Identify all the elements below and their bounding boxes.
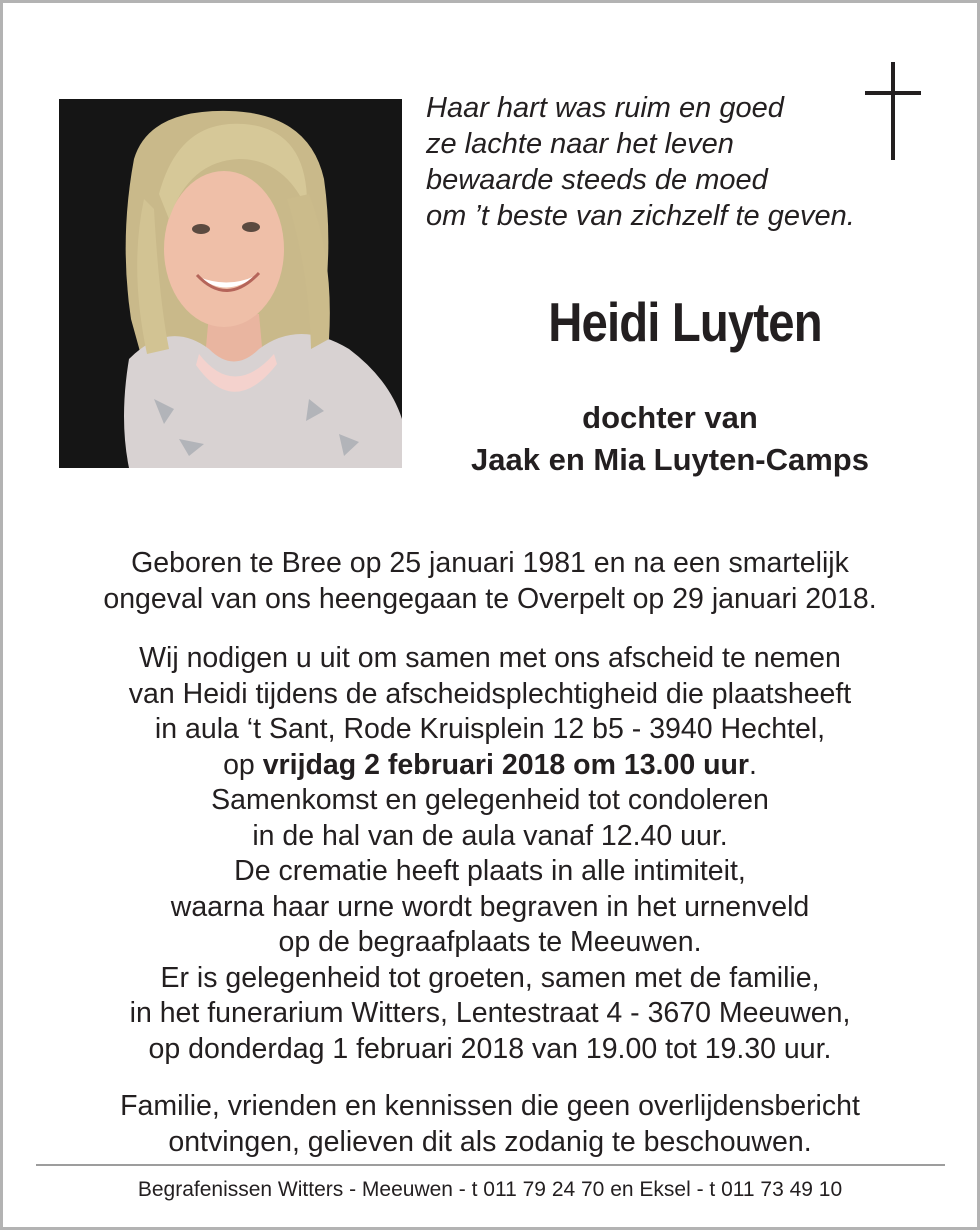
divider bbox=[36, 1164, 945, 1166]
text-line: waarna haar urne wordt begraven in het urnenveld bbox=[170, 890, 810, 923]
relation-label: dochter van bbox=[582, 400, 758, 435]
text-line: in het funerarium Witters, Lentestraat 4 - 3670 Meeuwen, bbox=[129, 997, 851, 1029]
closing-paragraph bbox=[20, 1089, 960, 1160]
text-line: Samenkomst en gelegenheid tot condoleren bbox=[211, 784, 769, 816]
text-line: De crematie heeft plaats in alle intimiteit, bbox=[234, 855, 746, 887]
poem-line: bewaarde steeds de moed bbox=[426, 164, 768, 196]
ceremony-date: vrijdag 2 februari 2018 om 13.00 uur bbox=[262, 748, 749, 781]
parents-block bbox=[420, 397, 920, 481]
text-line: Familie, vrienden en kennissen die geen overlijdensbericht bbox=[120, 1090, 860, 1122]
text-line: ongeval van ons heengegaan te Overpelt op 29 januari 2018. bbox=[103, 582, 877, 615]
poem bbox=[426, 90, 866, 234]
text-line: Er is gelegenheid tot groeten, samen met de familie, bbox=[160, 961, 820, 994]
funeral-home-footer: Begrafenissen Witters - Meeuwen - t 011 79 24 70 en Eksel - t 011 73 49 10 bbox=[137, 1178, 843, 1201]
text-line: in aula ‘t Sant, Rode Kruisplein 12 b5 - 3940 Hechtel, bbox=[154, 713, 826, 745]
poem-line: Haar hart was ruim en goed bbox=[426, 92, 784, 124]
text-line: van Heidi tijdens de afscheidsplechtigheid die plaatsheeft bbox=[128, 677, 852, 710]
poem-line: om ’t beste van zichzelf te geven. bbox=[426, 200, 855, 232]
text-fragment: op bbox=[223, 748, 263, 781]
text-line: op de begraafplaats te Meeuwen. bbox=[278, 926, 702, 958]
ceremony-date-line bbox=[20, 748, 960, 784]
text-line: in de hal van de aula vanaf 12.40 uur. bbox=[252, 819, 728, 852]
parents-names: Jaak en Mia Luyten-Camps bbox=[471, 442, 869, 477]
birth-death-paragraph bbox=[20, 546, 960, 617]
deceased-name: Heidi Luyten bbox=[548, 291, 822, 353]
text-line: Geboren te Bree op 25 januari 1981 en na een smartelijk bbox=[131, 547, 849, 579]
text-fragment: . bbox=[749, 748, 757, 781]
latin-cross-icon bbox=[863, 62, 923, 160]
text-line: op donderdag 1 februari 2018 van 19.00 tot 19.30 uur. bbox=[148, 1032, 832, 1065]
portrait-photo bbox=[59, 99, 402, 468]
text-line: Wij nodigen u uit om samen met ons afscheid te nemen bbox=[139, 642, 841, 674]
poem-line: ze lachte naar het leven bbox=[426, 128, 734, 160]
text-line: ontvingen, gelieven dit als zodanig te beschouwen. bbox=[168, 1125, 812, 1158]
invitation-paragraph bbox=[20, 641, 960, 1067]
